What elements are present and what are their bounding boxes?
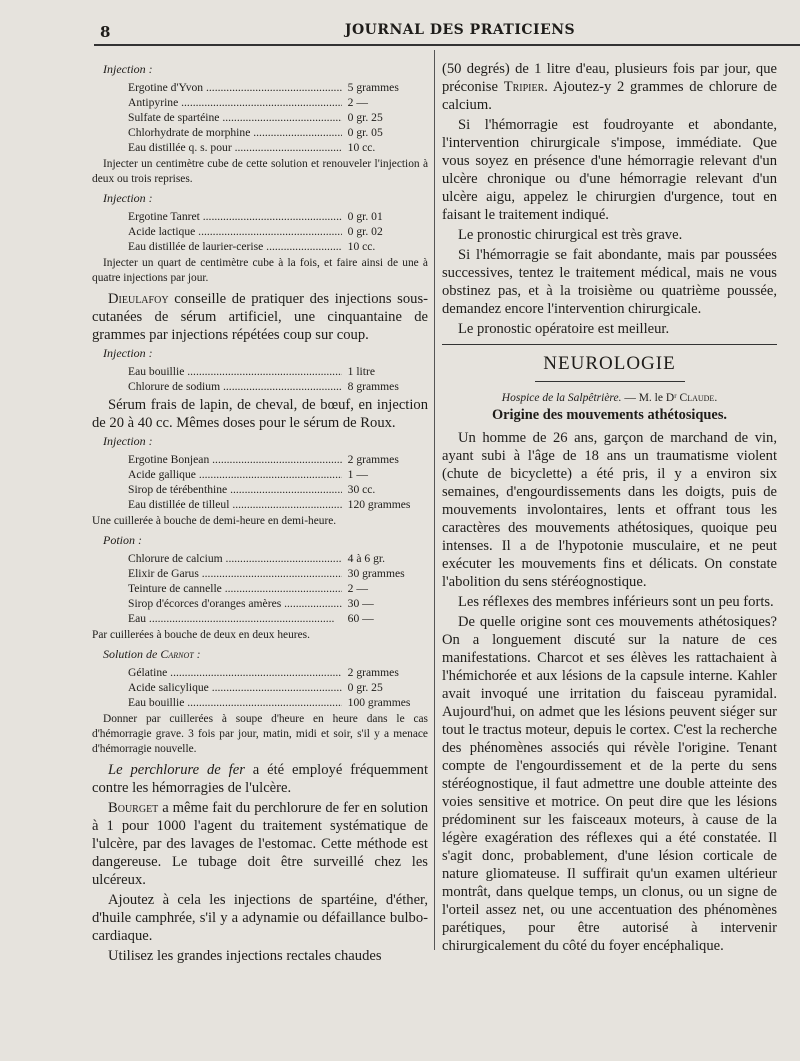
prescription-row [92,80,428,95]
prescription-row [92,224,428,239]
paragraph-foudroyante: Si l'hémorragie est foudroyante et abondante, l'intervention chirurgicale s'impose, immédiate. Que vous soyez en présence d'une hémorragie relevant d'un ulcère chronique ou d'une hémorragie relevant d'un ulcère aigu, appelez le chirurgien d'urgence, tout en faisant le traitement indiqué. [442,117,777,223]
dose: 10 cc. [347,240,376,253]
dose: 1 litre [347,365,376,378]
paragraph-text: a été employé fréquemment contre les hémorragies de l'ulcère. [92,762,428,796]
prescription-4 [92,434,428,529]
ingredient: Ergotine d'Yvon ..... [92,80,342,95]
ingredient: Eau bouillie ..... [92,364,342,379]
ingredient: Acide gallique ..... [92,467,342,482]
prescription-row [92,665,428,680]
paragraph-ajoutez: Ajoutez à cela les injections de spartéine, d'éther, d'huile camphrée, s'il y a adynamie ou défaillance bulbo-cardiaque. [92,892,428,944]
prescription-note: Une cuillerée à bouche de demi-heure en demi-heure. [92,515,337,527]
ingredient: Chlorure de calcium ..... [92,551,342,566]
paragraph-abondante: Si l'hémorragie se fait abondante, mais par poussées successives, tentez le traitement médical, mais ne vous obstinez pas, et à la troisième ou quatrième poussée, demandez encore l'intervention chirurgicale. [442,247,777,317]
ingredient: Eau distillée q. s. pour ..... [92,140,342,155]
ingredient: Eau bouillie ..... [92,695,342,710]
ingredient: Sirop d'écorces d'oranges amères ..... [92,596,342,611]
ingredient: Eau ..... [92,611,342,626]
prescription-table [92,364,428,394]
dose: 0 gr. 25 [347,681,383,694]
prescription-table [92,80,428,155]
heading-prefix: Solution de [103,647,161,661]
prescription-row [92,695,428,710]
ingredient: Eau distillée de tilleul ..... [92,497,342,512]
ingredient: Ergotine Tanret ..... [92,209,342,224]
prescription-table [92,551,428,626]
prescription-row [92,551,428,566]
prescription-row [92,680,428,695]
paragraph-text: conseille de pratiquer des injections sous-cutanées de sérum artificiel, une cinquantaine de grammes par injections répétées coup sur coup. [92,291,428,343]
left-column [92,60,428,967]
page-number: 8 [100,23,111,41]
dose: 0 gr. 05 [347,126,383,139]
dose: 30 cc. [347,483,376,496]
prescription-row [92,209,428,224]
prescription-6 [92,647,428,757]
paragraph-continuation [442,60,777,114]
article-byline [442,392,777,404]
prescription-5 [92,533,428,643]
paragraph-bourget [92,799,428,889]
prescription-table [92,209,428,254]
prescription-heading: Potion : [103,533,142,547]
dose: 1 — [347,468,368,481]
prescription-row [92,140,428,155]
prescription-heading [103,647,428,662]
paragraph-text: (50 degrés) de 1 litre d'eau, plusieurs fois par jour, que préconise [442,61,777,95]
ingredient: Acide salicylique ..... [92,680,342,695]
paragraph-pronostic-operatoire: Le pronostic opératoire est meilleur. [458,321,670,337]
prescription-heading: Injection : [103,62,153,76]
dose: 2 — [347,582,368,595]
ingredient: Gélatine ..... [92,665,342,680]
prescription-row [92,566,428,581]
prescription-note: Injecter un quart de centimètre cube à la fois, et faire ainsi de une à quatre injections par jour. [92,257,428,284]
paragraph-text: a même fait du perchlorure de fer en solution à 1 pour 1000 l'agent du traitement systématique de l'ulcère, par des lavages de l'estomac. Cette méthode est dangereuse. Le tubage doit être surveillé chez les ulcéreux. [92,800,428,888]
dose: 0 gr. 25 [347,111,383,124]
prescription-table [92,665,428,710]
dose: 0 gr. 01 [347,210,383,223]
prescription-heading: Injection : [103,346,153,360]
prescription-row [92,596,428,611]
dose: 60 — [347,612,374,625]
paragraph-pronostic-chirurgical: Le pronostic chirurgical est très grave. [458,227,683,243]
paragraph-dieulafoy [92,290,428,344]
heading-suffix: : [193,647,201,661]
section-title-underline [535,381,685,382]
prescription-row [92,125,428,140]
author-name: Carnot [160,647,194,661]
prescription-note: Donner par cuillerées à soupe d'heure en heure dans le cas d'hémorragie grave. 3 fois par jour, matin, midi et soir, s'il y a menace d'hémorragie nouvelle. [92,713,428,755]
header-rule [94,44,800,46]
prescription-1 [92,62,428,187]
prescription-table [92,452,428,512]
ingredient: Elixir de Garus ..... [92,566,342,581]
prescription-note: Par cuillerées à bouche de deux en deux heures. [92,629,310,641]
paragraph-utilisez: Utilisez les grandes injections rectales chaudes [108,948,382,964]
ingredient: Ergotine Bonjean ..... [92,452,342,467]
prescription-heading: Injection : [103,191,153,205]
author-name: Claude [679,392,715,404]
article-title: Origine des mouvements athétosiques. [491,407,728,423]
prescription-row [92,452,428,467]
prescription-row [92,95,428,110]
dose: 10 cc. [347,141,376,154]
paragraph-perchlorure [92,761,428,797]
prescription-row [92,497,428,512]
ingredient: Sirop de térébenthine ..... [92,482,342,497]
prescription-row [92,239,428,254]
prescription-2 [92,191,428,286]
column-divider [434,50,435,950]
dose: 30 — [347,597,374,610]
prescription-heading: Injection : [103,434,153,448]
section-rule [442,344,777,345]
journal-title: JOURNAL DES PRATICIENS [344,22,576,38]
paragraph-serum: Sérum frais de lapin, de cheval, de bœuf, en injection de 20 à 40 cc. Mêmes doses pour le sérum de Roux. [92,397,428,431]
paragraph-text: . Ajoutez-y 2 grammes de chlorure de calcium. [442,79,777,113]
dose: 2 — [347,96,368,109]
author-name: Bourget [108,800,159,816]
ingredient: Chlorhydrate de morphine ..... [92,125,342,140]
prescription-row [92,364,428,379]
ingredient: Chlorure de sodium ..... [92,379,342,394]
italic-term: Le perchlorure de fer [108,762,245,778]
prescription-row [92,110,428,125]
page-header [0,0,800,48]
prescription-row [92,379,428,394]
paragraph-case: Un homme de 26 ans, garçon de marchand de vin, ayant subi à l'âge de 18 ans un traumatisme violent (chute de bicyclette) a été pris, il y a environ six semaines, d'engourdissements dans les doigts, puis de mouvements involontaires, lents et offrant tous les caractères des mouvements athétosiques, quoique peu intenses. Il a de l'hypotonie musculaire, et ne peut exécuter les mouvements fins et délicats. On constate l'abolition du sens stéréognostique. [442,430,777,590]
byline-place: Hospice de la Salpêtrière. [501,392,622,404]
dose: 4 à 6 gr. [347,552,385,565]
dose: 0 gr. 02 [347,225,383,238]
section-title: NEUROLOGIE [543,353,676,374]
paragraph-origine: De quelle origine sont ces mouvements athétosiques? On a longuement discuté sur la nature de ces manifestations. Charcot et ses élèves les rattachaient à l'hémichorée et aux lésions de la capsule interne. Kahler avait invoqué une irritation du faisceau pyramidal. Aujourd'hui, on admet que les lésions peuvent siéger sur tout le tractus moteur, depuis le cortex. C'est la recherche des phénomènes associés qui révèle l'origine. Tenant compte de l'engourdissement et de la perte du sens stéréognostique, il faut admettre une double atteinte des voies sensitive et motrice. On peut dire que les lésions prédominent sur les faisceaux moteurs, à cause de la légère exagération des réflexes qui a été constatée. Il s'agit donc, probablement, d'une lésion corticale de nature gliomateuse. Il suffirait qu'un examen ultérieur montrât, dans quelque temps, un clonus, ou un signe de l'orteil assez net, ou une accentuation des phénomènes parétiques, pour être autorisé à intervenir chirurgicalement du côté du foyer encéphalique. [442,614,777,954]
ingredient: Teinture de cannelle ..... [92,581,342,596]
dose: 2 grammes [347,666,399,679]
right-column [442,60,777,957]
dose: 5 grammes [347,81,399,94]
prescription-3 [92,346,428,394]
dose: 2 grammes [347,453,399,466]
ingredient: Eau distillée de laurier-cerise ..... [92,239,342,254]
author-name: Dieulafoy [108,291,169,307]
ingredient: Acide lactique ..... [92,224,342,239]
author-name: Tripier [503,79,545,95]
prescription-row [92,581,428,596]
byline-text: — M. le Dʳ [621,392,680,404]
dose: 100 grammes [347,696,411,709]
prescription-row [92,611,428,626]
dose: 120 grammes [347,498,411,511]
prescription-row [92,467,428,482]
byline-end: . [714,392,718,404]
prescription-row [92,482,428,497]
dose: 30 grammes [347,567,405,580]
ingredient: Antipyrine ..... [92,95,342,110]
prescription-note: Injecter un centimètre cube de cette solution et renouveler l'injection à deux ou trois reprises. [92,158,428,185]
dose: 8 grammes [347,380,399,393]
paragraph-reflexes: Les réflexes des membres inférieurs sont un peu forts. [458,594,774,610]
ingredient: Sulfate de spartéine ..... [92,110,342,125]
